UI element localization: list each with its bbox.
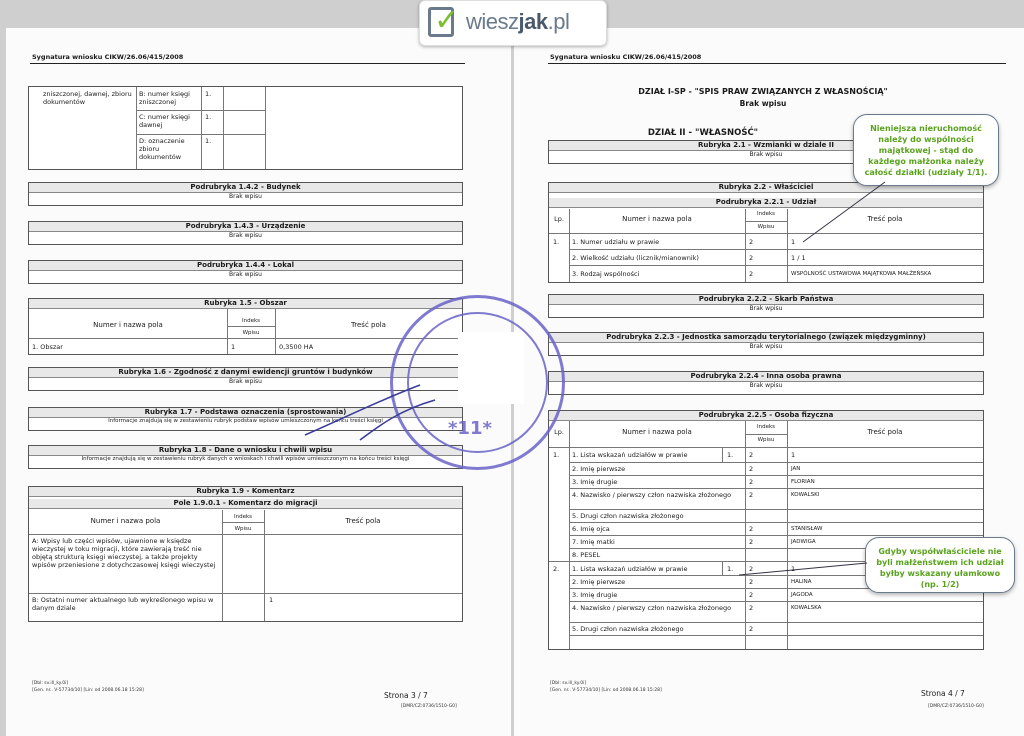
table-cell: 2: [749, 451, 754, 459]
table-cell: 2: [749, 238, 754, 246]
section-1-4-2: [28, 182, 463, 206]
logo-text-1: wiesz: [466, 9, 519, 34]
page-number: Strona 3 / 7: [384, 691, 428, 700]
table-cell: 2: [749, 465, 754, 473]
table-cell: JADWIGA: [791, 539, 816, 545]
page-number: Strona 4 / 7: [921, 689, 965, 698]
logo-text-2: jak: [518, 9, 548, 34]
footer-meta: [Dbl: sv.ill_ky.0i]: [32, 681, 69, 686]
table-cell: 1 / 1: [791, 254, 806, 262]
section-status: Brak wpisu: [229, 193, 262, 200]
section-title: Rubryka 1.6 - Zgodność z danymi ewidencji gruntów i budynków: [29, 368, 462, 378]
table-cell: 1: [791, 565, 796, 573]
column-header: Numer i nazwa pola: [622, 215, 692, 223]
field-title: Pole 1.9.0.1 - Komentarz do migracji: [29, 499, 462, 509]
section-title: Podrubryka 2.2.3 - Jednostka samorządu terytorialnego (związek międzygminny): [549, 333, 983, 343]
table-cell: 1.: [205, 90, 212, 98]
podrubryka-2-2-2: [548, 294, 984, 318]
note-text: Nieniejsza nieruchomość należy do wspólności majątkowej - stąd do każdego małżonka należy całość działki (udziały 1/1).: [864, 124, 988, 177]
section-status: Informacje znajdują się w zestawieniu rubryk podstaw wpisów umieszczonym na końcu treści księgi: [108, 418, 383, 424]
table-cell: WSPÓLNOŚĆ USTAWOWA MAJĄTKOWA MAŁŻEŃSKA: [791, 271, 932, 277]
signature-scribble: [300, 380, 440, 460]
section-title: Podrubryka 1.4.3 - Urządzenie: [29, 222, 462, 232]
annotation-note: [865, 537, 1015, 593]
table-cell: STANISŁAW: [791, 526, 823, 532]
column-header: Wpisu: [234, 526, 252, 532]
column-header: Indeks: [756, 211, 776, 217]
table-cell: FLORIAN: [791, 479, 815, 485]
table-cell: 0,3500 HA: [279, 343, 314, 351]
section-status: Brak wpisu: [749, 151, 783, 158]
section-title: Rubryka 1.8 - Dane o wniosku i chwili wpisu: [29, 446, 462, 456]
table-cell: 3. Imię drugie: [572, 478, 618, 486]
table-cell: 2: [749, 604, 754, 612]
table-cell: 1.: [553, 451, 560, 459]
section-title: Podrubryka 2.2.5 - Osoba fizyczna: [549, 411, 983, 421]
column-header: Indeks: [241, 318, 261, 324]
section-title: Podrubryka 2.2.2 - Skarb Państwa: [549, 295, 983, 305]
column-header: Treść pola: [867, 428, 903, 436]
table-cell: 3. Imię drugie: [572, 591, 618, 599]
section-1-4-3: [28, 221, 463, 245]
table-cell: 4. Nazwisko / pierwszy człon nazwiska złożonego: [572, 491, 732, 499]
table-cell: 2: [749, 491, 754, 499]
column-header: Wpisu: [757, 437, 775, 443]
table-cell: 1.: [205, 137, 212, 145]
table-cell: 2: [749, 538, 754, 546]
table-cell: 3. Rodzaj wspólności: [572, 270, 640, 278]
note-pointer: [795, 180, 895, 250]
table-cell: 1.: [553, 238, 560, 246]
section-status: Brak wpisu: [749, 343, 783, 350]
note-pointer: [735, 560, 870, 580]
wieszjak-logo: [419, 0, 607, 46]
stamp-number: *11*: [448, 418, 492, 439]
footer-meta: [DMR/CZ:0736/1510-G0]: [928, 704, 984, 709]
section-heading: DZIAŁ II - "WŁASNOŚĆ": [647, 128, 759, 138]
table-cell: 6. Imię ojca: [572, 525, 610, 533]
table-cell: 2: [749, 578, 754, 586]
table-cell: KOWALSKA: [791, 605, 822, 611]
section-status: Brak wpisu: [749, 382, 783, 389]
footer-meta: [Dbl: sv.ill_ky.0i]: [550, 681, 587, 686]
section-status: Brak wpisu: [229, 378, 262, 385]
column-header: Lp.: [554, 428, 564, 436]
divider: [30, 63, 465, 64]
table-cell: JAGODA: [791, 592, 813, 598]
column-header: Numer i nazwa pola: [90, 517, 161, 525]
section-status: Informacje znajdują się w zestawieniu rubryk danych o wnioskach i chwili wpisów umieszczonym na końcu treści księgi: [81, 456, 410, 462]
column-header: Numer i nazwa pola: [93, 321, 163, 329]
footer-meta: [Gen. nr.. V-57734/10] [Lin: od 2008.06.18 15:28]: [32, 688, 144, 693]
table-cell: A: Wpisy lub części wpisów, ujawnione w księdze wieczystej w toku migracji, które zawierają treść nie objętą strukturą księgi wieczystej, a także projekty wpisów przeniesione z dotychczasowej księgi wieczystej: [32, 537, 216, 569]
table-cell: 2. Wielkość udziału (licznik/mianownik): [572, 254, 699, 262]
table-cell: 1.: [727, 451, 734, 459]
table-cell: 5. Drugi człon nazwiska złożonego: [572, 625, 684, 633]
rubryka-2-2: [548, 182, 984, 283]
table-cell: 5. Drugi człon nazwiska złożonego: [572, 512, 684, 520]
table-cell: 2: [749, 525, 754, 533]
column-header: Treść pola: [867, 215, 903, 223]
table-cell: 1: [791, 238, 796, 246]
column-header: Indeks: [756, 424, 776, 430]
section-status: Brak wpisu: [229, 271, 262, 278]
section-title: Rubryka 1.7 - Podstawa oznaczenia (sprostowania): [29, 408, 462, 418]
section-title: Podrubryka 1.4.4 - Lokal: [29, 261, 462, 271]
table-cell: 1.: [205, 113, 212, 121]
table-cell: 2: [749, 591, 754, 599]
column-header: Lp.: [554, 215, 564, 223]
table-cell: 1: [231, 343, 236, 351]
table-cell: 2. Imię pierwsze: [572, 465, 626, 473]
column-header: Wpisu: [242, 330, 260, 336]
section-1-4-4: [28, 260, 463, 284]
table-cell: 1. Lista wskazań udziałów w prawie: [572, 565, 688, 573]
table-cell: 2: [749, 478, 754, 486]
table-cell: D: oznaczenie zbioru dokumentów: [139, 137, 185, 161]
table-cell: 2: [749, 565, 754, 573]
column-header: Wpisu: [757, 224, 775, 230]
section-title: Rubryka 1.9 - Komentarz: [29, 487, 462, 497]
annotation-note: [853, 114, 999, 186]
table-cell: KOWALSKI: [791, 492, 820, 498]
table-cell: 1: [269, 596, 274, 604]
table-cell: C: numer księgi dawnej: [139, 113, 190, 129]
table-cell: 1. Obszar: [32, 343, 63, 351]
table-cell: 2: [749, 270, 754, 278]
table-cell: 1: [791, 451, 796, 459]
table-cell: JAN: [791, 466, 801, 472]
table-cell: HALINA: [791, 579, 812, 585]
section-title: Podrubryka 1.4.2 - Budynek: [29, 183, 462, 193]
table-cell: 2. Imię pierwsze: [572, 578, 626, 586]
column-header: Numer i nazwa pola: [622, 428, 692, 436]
logo-text-3: .pl: [547, 9, 570, 34]
footer-meta: [Gen. nr.. V-57734/10] [Lin: od 2008.06.18 15:28]: [550, 688, 662, 693]
column-header: Treść pola: [345, 517, 381, 525]
note-text: Gdyby współwłaściciele nie byli małżeństwem ich udział byłby wskazany ułamkowo (np. 1/2): [876, 547, 1004, 589]
podrubryka-2-2-5: [548, 410, 984, 650]
footer-meta: [DMR/CZ:0736/1510-G0]: [401, 704, 457, 709]
table-cell: B: Ostatni numer aktualnego lub wykreślonego wpisu w danym dziale: [32, 596, 214, 612]
table-cell: 8. PESEL: [572, 551, 601, 559]
section-title: Rubryka 2.2 - Właściciel: [549, 183, 983, 193]
request-signature: Sygnatura wniosku CIKW/26.06/415/2008: [550, 53, 702, 61]
section-title: Podrubryka 2.2.1 - Udział: [549, 198, 983, 208]
table-cell: 1.: [727, 565, 734, 573]
column-header: Indeks: [233, 514, 253, 520]
section-status: Brak wpisu: [739, 99, 787, 108]
table-cell: 2: [749, 625, 754, 633]
table-cell: 1. Numer udziału w prawie: [572, 238, 660, 246]
rubryka-1-9: [28, 486, 463, 622]
section-title: Rubryka 2.1 - Wzmianki w dziale II: [549, 141, 983, 151]
table-cell: 1. Lista wskazań udziałów w prawie: [572, 451, 688, 459]
table-cell: 4. Nazwisko / pierwszy człon nazwiska złożonego: [572, 604, 732, 612]
divider: [548, 63, 1006, 64]
section-heading: DZIAŁ I-SP - "SPIS PRAW ZWIĄZANYCH Z WŁASNOŚCIĄ": [638, 87, 888, 96]
section-title: Podrubryka 2.2.4 - Inna osoba prawna: [549, 372, 983, 382]
table-cell: 2.: [553, 565, 560, 573]
section-title: Rubryka 1.5 - Obszar: [29, 299, 462, 309]
section-status: Brak wpisu: [229, 232, 262, 239]
column-header: Treść pola: [351, 321, 386, 329]
section-status: Brak wpisu: [749, 305, 783, 312]
checkmark-icon: ✓: [434, 3, 460, 38]
request-signature: Sygnatura wniosku CIKW/26.06/415/2008: [32, 53, 184, 61]
table-cell: 2: [749, 254, 754, 262]
podrubryka-2-2-3: [548, 332, 984, 356]
redaction-patch: [458, 332, 524, 404]
table-cell: zniszczonej, dawnej, zbioru dokumentów: [43, 90, 132, 106]
podrubryka-2-2-4: [548, 371, 984, 395]
top-table: [28, 86, 463, 170]
table-cell: 7. Imię matki: [572, 538, 615, 546]
table-cell: B: numer księgi zniszczonej: [139, 90, 190, 106]
